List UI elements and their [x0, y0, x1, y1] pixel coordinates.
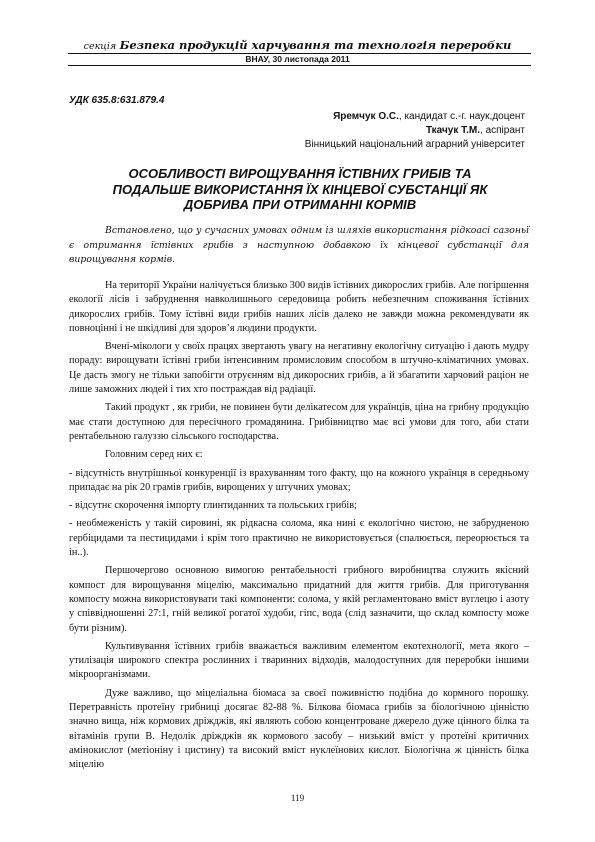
- list-item: - відсутність внутрішньої конкуренції із врахуванням того факту, що на кожного українця в середньому припадає на рік 20 грамів грибів, вирощених у штучних умовах;: [69, 467, 529, 493]
- running-header: [66, 38, 529, 52]
- page-number: 119: [290, 793, 305, 803]
- author-title: , кандидат с.-г. наук,доцент: [398, 111, 525, 122]
- author-name: Ткачук Т.М.: [425, 125, 481, 136]
- paragraph: Дуже важливо, що міцеліальна біомаса за своєї поживністю подібна до кормного порошку. Перетравність протеїну грибниці досягає 82-88 %. Білкова біомаса грибів за біологічною цінністю значно вища, ніж кормових дріжджів, які являють собою концентроване джерело дуже цінного білка та вітамінів групи В. Недолік дріжджів як кормового засобу – низький вміст у протеїні критичних амінокислот (метіоніну і цистину) та високий вміст нуклеїнових кислот. Біологічна ж цінність білка міцелію: [69, 687, 529, 771]
- paragraph: Культивування їстівних грибів вважається важливим елементом екотехнології, мета якого – утилізація широкого спектра рослинних і тваринних відходів, малодоступних для переробки іншими мікроорганізмами.: [69, 640, 529, 681]
- article-title: [80, 166, 520, 213]
- paragraph: Головним серед них є:: [105, 449, 203, 461]
- author-line: [305, 110, 525, 124]
- author-block: [305, 110, 525, 152]
- paragraph: Такий продукт , як гриби, не повинен бути делікатесом для українців, ціна на грибну продукцію має стати доступною для пересічного громадянина. Грибівництво має всі умови для того, аби стати рентабельною галуззю сільського господарства.: [69, 402, 529, 442]
- header-rule-bottom: [68, 65, 531, 66]
- article-body: [69, 279, 529, 777]
- udk-code: УДК 635.8:631.879.4: [69, 95, 165, 106]
- affiliation: Вінницький національний аграрний університет: [304, 139, 525, 150]
- author-line: [305, 124, 525, 138]
- section-name: Безпека продукцій харчування та технологія переробки: [119, 38, 512, 52]
- list-item: - необмеженість у такій сировині, як рідкасна соломa, яка нині є екологічно чистою, не забрудненою гербіцидами та пестицидами і крім того практично не використовується (спалюється, переорюється та ін..).: [69, 518, 529, 559]
- paragraph: Вчені-мікологи у своїх працях звертають увагу на негативну екологічну ситуацію і дають мудру пораду: вирощувати їстівні гриби інтенсивним промисловим способом в штучно-кліматичних умовах. Це дасть змогу не тільки запобігти отруєнням від дикоросних грибів, а й збагатити харчовий раціон не лише заможних людей і тих хто постраждав від радіації.: [69, 341, 529, 396]
- paragraph: Першочергово основною вимогою рентабельності грибного виробництва служить якісний компост для вирощування міцелію, максимально придатний для життя грибів. Для приготування компосту можна використовувати такі компоненти: солома, у якій регламентовано вміст вуглецю і азоту у співвідношенні 27:1, гній великої рогатої худоби, гіпс, вода (слід зазначити, що склад компосту може бути різним).: [69, 565, 529, 634]
- abstract: Встановлено, що у сучасних умовах одним із шляхів використання рідкоасі сазоньї є отримання їстівних грибів з наступною добавкою їх кінцевої субстанції для вирощування кормів.: [69, 225, 529, 266]
- paragraph: На території України налічується близько 300 видів їстівних дикорослих грибів. Але погіршення екології лісів і забруднення навколишнього середовища робить небезпечним споживання їстівних дикорослих грибів. Тому їстівні види грибів наших лісів далеко не завжди можна рекомендувати як повноцінні і не шкідливі для здоров’я людини продукти.: [69, 280, 529, 334]
- title-line: ДОБРИВА ПРИ ОТРИМАННІ КОРМІВ: [183, 197, 417, 213]
- section-label: секція: [83, 41, 117, 52]
- author-title: , аспірант: [480, 125, 525, 136]
- list-item: - відсутнє скорочення імпорту глинтиданних та польських грибів;: [69, 500, 357, 512]
- title-line: ПОДАЛЬШЕ ВИКОРИСТАННЯ ЇХ КІНЦЕВОЇ СУБСТАНЦІЇ ЯК: [112, 181, 488, 197]
- author-name: Яремчук О.С.: [333, 111, 399, 122]
- conference-date: ВНАУ, 30 листопада 2011: [245, 54, 350, 64]
- title-line: ОСОБЛИВОСТІ ВИРОЩУВАННЯ ЇСТІВНИХ ГРИБІВ ТА: [128, 166, 472, 181]
